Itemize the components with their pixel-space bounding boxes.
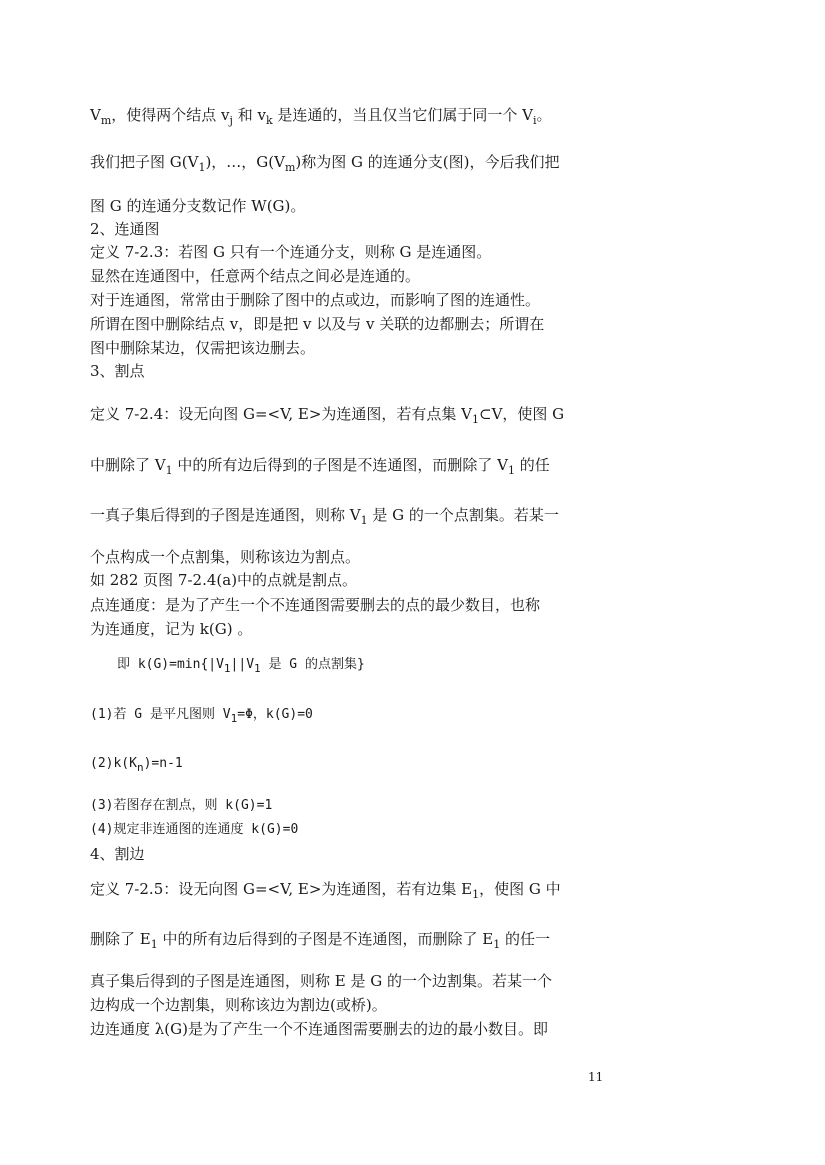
subscript: k xyxy=(265,114,273,127)
subscript: 1 xyxy=(472,888,480,901)
text-line xyxy=(90,503,559,527)
text-run: ，使得两个结点 v xyxy=(111,106,230,124)
text-run: V xyxy=(90,106,101,124)
text-run: 一真子集后得到的子图是连通图，则称 V xyxy=(90,506,361,524)
text-run: )，…，G(V xyxy=(205,153,285,171)
text-run: (1)若 G 是平凡图则 V xyxy=(90,707,231,722)
text-run: 是 G 的点割集} xyxy=(260,657,365,672)
subscript: m xyxy=(284,161,296,174)
definition-line xyxy=(90,402,564,426)
subscript: 1 xyxy=(493,938,501,951)
text-run: 显然在连通图中，任意两个结点之间必是连通的。 xyxy=(90,267,421,285)
text-run: 如 282 页图 7-2.4(a)中的点就是割点。 xyxy=(90,571,358,589)
text-line xyxy=(90,194,305,218)
text-line xyxy=(90,593,540,617)
definition-line xyxy=(90,877,561,901)
text-run: 中的所有边后得到的子图是不连通图，而删除了 V xyxy=(172,456,508,474)
text-run: 图中删除某边，仅需把该边删去。 xyxy=(90,339,316,357)
text-line xyxy=(90,1017,548,1041)
text-run: 点连通度：是为了产生一个不连通图需要删去的点的最少数目，也称 xyxy=(90,596,541,614)
text-run: 的任一 xyxy=(500,930,550,948)
text-run: 和 v xyxy=(232,106,266,124)
text-run: 中删除了 V xyxy=(90,456,166,474)
text-run: ||V xyxy=(230,657,255,672)
subscript: 1 xyxy=(472,413,479,426)
text-run: 即 k(G)=min{|V xyxy=(117,657,224,672)
text-line xyxy=(90,150,559,174)
subscript: 1 xyxy=(254,662,261,675)
text-run: 3、割点 xyxy=(90,362,145,380)
subscript: m xyxy=(100,114,112,127)
subscript: n xyxy=(136,761,144,774)
text-line xyxy=(90,312,544,336)
section-heading xyxy=(90,842,145,866)
page-number: 11 xyxy=(588,1070,604,1084)
text-run: 。 xyxy=(536,106,552,124)
text-line xyxy=(90,453,550,477)
text-run: 为连通度，记为 k(G) 。 xyxy=(90,620,253,638)
text-run: 的任 xyxy=(514,456,550,474)
section-heading xyxy=(90,217,160,241)
text-run: 定义 7-2.4：设无向图 G=<V, E>为连通图，若有点集 V xyxy=(90,405,472,423)
formula-line xyxy=(117,653,365,677)
list-item xyxy=(90,794,272,818)
text-line xyxy=(90,568,357,592)
text-run: 边构成一个边割集，则称该边为割边(或桥)。 xyxy=(90,996,387,1014)
list-item xyxy=(90,752,183,776)
list-item xyxy=(90,818,298,842)
text-run: (4)规定非连通图的连通度 k(G)=0 xyxy=(90,822,299,837)
text-run: (2)k(K xyxy=(90,756,137,771)
section-heading xyxy=(90,359,145,383)
subscript: 1 xyxy=(507,464,515,477)
text-line xyxy=(90,617,252,641)
subscript: 1 xyxy=(150,938,158,951)
text-line xyxy=(90,288,540,312)
text-run: 所谓在图中删除结点 v，即是把 v 以及与 v 关联的边都删去；所谓在 xyxy=(90,315,545,333)
text-run: 定义 7-2.5：设无向图 G=<V, E>为连通图，若有边集 E xyxy=(90,880,473,898)
text-run: 是 G 的一个点割集。若某一 xyxy=(367,506,559,524)
subscript: 1 xyxy=(223,662,231,675)
text-run: ，使图 G 中 xyxy=(479,880,561,898)
text-line xyxy=(90,969,552,993)
definition-line xyxy=(90,240,491,264)
text-run: 中的所有边后得到的子图是不连通图，而删除了 E xyxy=(157,930,494,948)
subscript: 1 xyxy=(230,712,238,725)
text-run: 2、连通图 xyxy=(90,220,160,238)
text-run: 图 G 的连通分支数记作 W(G)。 xyxy=(90,197,306,215)
text-run: =Φ，k(G)=0 xyxy=(237,707,313,722)
text-run: 个点构成一个点割集，则称该边为割点。 xyxy=(90,548,361,566)
text-run: 定义 7-2.3：若图 G 只有一个连通分支，则称 G 是连通图。 xyxy=(90,243,492,261)
list-item xyxy=(90,703,313,727)
text-line xyxy=(90,927,550,951)
subscript: 1 xyxy=(198,161,206,174)
subscript: 1 xyxy=(165,464,173,477)
subscript: i xyxy=(533,114,537,127)
text-run: 是连通的，当且仅当它们属于同一个 V xyxy=(272,106,534,124)
subscript: 1 xyxy=(360,514,368,527)
text-run: (3)若图存在割点，则 k(G)=1 xyxy=(90,798,273,813)
text-run: 删除了 E xyxy=(90,930,151,948)
text-run: )称为图 G 的连通分支(图)，今后我们把 xyxy=(295,153,560,171)
subscript: j xyxy=(229,114,233,127)
text-run: ⊂V，使图 G xyxy=(479,405,565,423)
text-run: 边连通度 λ(G)是为了产生一个不连通图需要删去的边的最小数目。即 xyxy=(90,1020,548,1038)
text-run: 我们把子图 G(V xyxy=(90,153,199,171)
text-line xyxy=(90,103,552,127)
text-line xyxy=(90,545,360,569)
text-run: 真子集后得到的子图是连通图，则称 E 是 G 的一个边割集。若某一个 xyxy=(90,972,553,990)
text-run: 对于连通图，常常由于删除了图中的点或边，而影响了图的连通性。 xyxy=(90,291,541,309)
text-line xyxy=(90,993,387,1017)
text-run: 4、割边 xyxy=(90,845,145,863)
text-run: )=n-1 xyxy=(143,756,183,771)
text-line xyxy=(90,264,420,288)
text-line xyxy=(90,336,315,360)
